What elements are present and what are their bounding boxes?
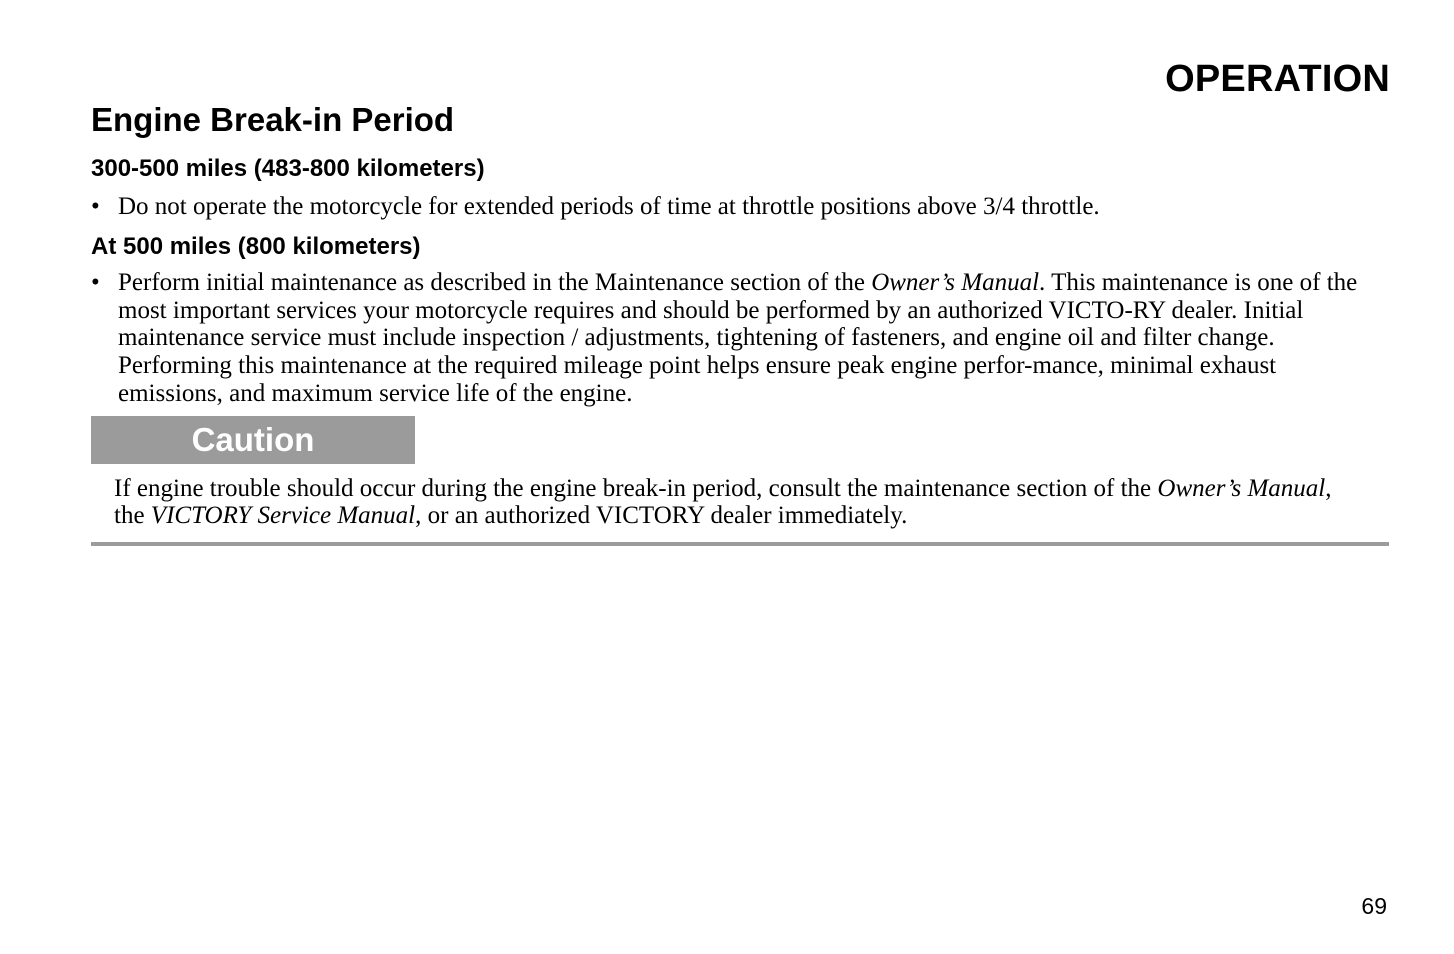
caution-box bbox=[91, 416, 1389, 546]
caution-text-part: If engine trouble should occur during the engine break-in period, consult the maintenance section of the bbox=[114, 474, 1158, 502]
subsection-heading-300-500-miles: 300-500 miles (483-800 kilometers) bbox=[91, 155, 485, 182]
bullet-list-300-500-miles bbox=[91, 193, 1391, 221]
bullet-text-part: . This maintenance is one of the most important services your motorcycle requires and should be performed by an authorized VICTO-RY dealer. Initial maintenance service must include inspection / adjustments, tightening of fasteners, and engine oil and filter change. Performing this maintenance at the required mileage point helps ensure peak engine perfor-mance, minimal exhaust emissions, and maximum service life of the engine. bbox=[118, 268, 1358, 407]
subsection-heading-500-miles: At 500 miles (800 kilometers) bbox=[91, 232, 421, 260]
bullet-text-part: Perform initial maintenance as described in the Maintenance section of the bbox=[118, 268, 872, 296]
caution-text bbox=[114, 475, 1354, 530]
caution-bottom-rule bbox=[91, 542, 1389, 546]
bullet-item-throttle bbox=[91, 193, 1387, 221]
bullet-symbol: • bbox=[91, 193, 100, 220]
service-manual-reference: VICTORY Service Manual bbox=[150, 502, 416, 530]
page-number: 69 bbox=[1361, 893, 1387, 919]
owners-manual-reference: Owner’s Manual bbox=[871, 268, 1040, 296]
owners-manual-reference: Owner’s Manual bbox=[1157, 474, 1326, 502]
section-title: Engine Break-in Period bbox=[91, 101, 455, 138]
running-head-title: OPERATION bbox=[1165, 58, 1390, 100]
bullet-symbol: • bbox=[91, 268, 100, 296]
bullet-text: Do not operate the motorcycle for extended periods of time at throttle positions above 3/4 throttle. bbox=[118, 193, 1100, 220]
page-content bbox=[91, 98, 1391, 546]
caution-text-part: , the bbox=[114, 474, 1332, 530]
bullet-item-initial-maintenance bbox=[91, 269, 1387, 408]
caution-text-part: , or an authorized VICTORY dealer immediately. bbox=[415, 502, 908, 530]
bullet-list-500-miles bbox=[91, 269, 1391, 408]
caution-label: Caution bbox=[91, 416, 415, 464]
